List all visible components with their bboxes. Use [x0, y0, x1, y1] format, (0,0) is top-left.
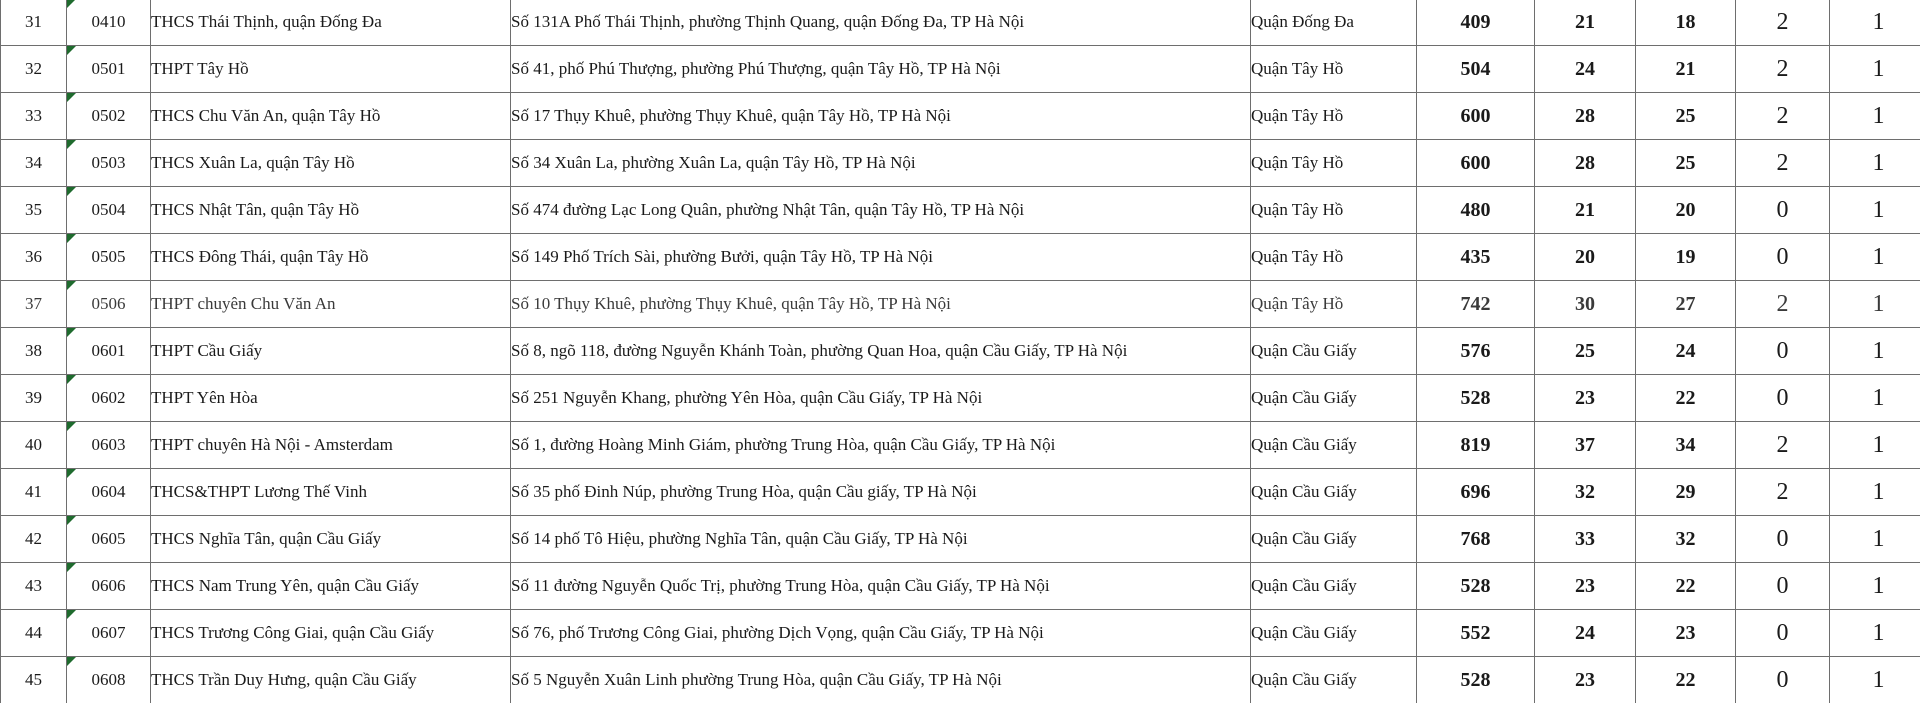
table-row[interactable] [1, 375, 1920, 422]
address-cell[interactable]: Số 251 Nguyễn Khang, phường Yên Hòa, quận Cầu Giấy, TP Hà Nội [511, 375, 1251, 422]
school-code-cell[interactable] [67, 516, 151, 563]
room-count-cell[interactable]: 21 [1535, 187, 1636, 234]
exam-room-count-cell[interactable]: 27 [1636, 281, 1736, 328]
site-count-cell[interactable]: 1 [1830, 375, 1920, 422]
cell-marker-icon [67, 657, 76, 666]
address-cell[interactable]: Số 1, đường Hoàng Minh Giám, phường Trung Hòa, quận Cầu Giấy, TP Hà Nội [511, 422, 1251, 469]
extra-room-count-cell[interactable]: 2 [1736, 0, 1830, 46]
row-number-cell[interactable]: 31 [1, 0, 67, 46]
school-code-text: 0502 [91, 106, 126, 125]
school-name-cell[interactable]: THPT chuyên Chu Văn An [151, 281, 511, 328]
school-name-cell[interactable]: THCS Đông Thái, quận Tây Hồ [151, 234, 511, 281]
cell-marker-icon [67, 140, 76, 149]
row-number-cell[interactable]: 38 [1, 328, 67, 375]
room-count-cell[interactable]: 23 [1535, 375, 1636, 422]
table-row[interactable] [1, 46, 1920, 93]
address-cell[interactable]: Số 11 đường Nguyễn Quốc Trị, phường Trung Hòa, quận Cầu Giấy, TP Hà Nội [511, 563, 1251, 610]
site-count-cell[interactable]: 1 [1830, 187, 1920, 234]
school-code-text: 0506 [91, 294, 126, 313]
exam-room-count-cell[interactable]: 22 [1636, 375, 1736, 422]
district-cell[interactable]: Quận Cầu Giấy [1251, 657, 1417, 703]
table-row[interactable] [1, 187, 1920, 234]
district-cell[interactable]: Quận Tây Hồ [1251, 187, 1417, 234]
school-name-cell[interactable]: THCS Trần Duy Hưng, quận Cầu Giấy [151, 657, 511, 703]
cell-marker-icon [67, 610, 76, 619]
cell-marker-icon [67, 516, 76, 525]
site-count-cell[interactable]: 1 [1830, 281, 1920, 328]
cell-marker-icon [67, 563, 76, 572]
exam-room-count-cell[interactable]: 32 [1636, 516, 1736, 563]
address-cell[interactable]: Số 35 phố Đinh Núp, phường Trung Hòa, quận Cầu giấy, TP Hà Nội [511, 469, 1251, 516]
site-count-cell[interactable]: 1 [1830, 563, 1920, 610]
extra-room-count-cell[interactable]: 2 [1736, 469, 1830, 516]
row-number-cell[interactable]: 45 [1, 657, 67, 703]
site-count-cell[interactable]: 1 [1830, 0, 1920, 46]
school-name-cell[interactable]: THPT Yên Hòa [151, 375, 511, 422]
school-name-cell[interactable]: THCS Nam Trung Yên, quận Cầu Giấy [151, 563, 511, 610]
school-name-cell[interactable]: THPT Cầu Giấy [151, 328, 511, 375]
school-code-cell[interactable] [67, 234, 151, 281]
row-number-cell[interactable]: 36 [1, 234, 67, 281]
address-cell[interactable]: Số 14 phố Tô Hiệu, phường Nghĩa Tân, quận Cầu Giấy, TP Hà Nội [511, 516, 1251, 563]
extra-room-count-cell[interactable]: 2 [1736, 140, 1830, 187]
exam-room-count-cell[interactable]: 25 [1636, 140, 1736, 187]
candidate-count-cell[interactable]: 528 [1417, 563, 1535, 610]
school-code-cell[interactable] [67, 281, 151, 328]
district-cell[interactable]: Quận Cầu Giấy [1251, 422, 1417, 469]
district-cell[interactable]: Quận Cầu Giấy [1251, 469, 1417, 516]
candidate-count-cell[interactable]: 504 [1417, 46, 1535, 93]
school-name-cell[interactable]: THPT Tây Hồ [151, 46, 511, 93]
table-row[interactable] [1, 422, 1920, 469]
school-name-cell[interactable]: THCS&THPT Lương Thế Vinh [151, 469, 511, 516]
school-code-cell[interactable] [67, 0, 151, 46]
exam-room-count-cell[interactable]: 22 [1636, 563, 1736, 610]
row-number-cell[interactable]: 39 [1, 375, 67, 422]
table-row[interactable] [1, 140, 1920, 187]
row-number-cell[interactable]: 44 [1, 610, 67, 657]
room-count-cell[interactable]: 37 [1535, 422, 1636, 469]
school-code-cell[interactable] [67, 93, 151, 140]
candidate-count-cell[interactable]: 528 [1417, 375, 1535, 422]
row-number-cell[interactable]: 40 [1, 422, 67, 469]
row-number-cell[interactable]: 41 [1, 469, 67, 516]
district-cell[interactable]: Quận Cầu Giấy [1251, 375, 1417, 422]
table-row[interactable] [1, 93, 1920, 140]
school-name-cell[interactable]: THCS Nghĩa Tân, quận Cầu Giấy [151, 516, 511, 563]
cell-marker-icon [67, 187, 76, 196]
row-number-cell[interactable]: 34 [1, 140, 67, 187]
address-cell[interactable]: Số 10 Thụy Khuê, phường Thụy Khuê, quận Tây Hồ, TP Hà Nội [511, 281, 1251, 328]
district-cell[interactable]: Quận Cầu Giấy [1251, 610, 1417, 657]
extra-room-count-cell[interactable]: 0 [1736, 234, 1830, 281]
extra-room-count-cell[interactable]: 0 [1736, 657, 1830, 703]
school-code-text: 0504 [91, 200, 126, 219]
site-count-cell[interactable]: 1 [1830, 469, 1920, 516]
table-body [1, 0, 1920, 703]
cell-marker-icon [67, 93, 76, 102]
exam-room-count-cell[interactable]: 18 [1636, 0, 1736, 46]
district-cell[interactable]: Quận Tây Hồ [1251, 234, 1417, 281]
cell-marker-icon [67, 422, 76, 431]
table-row[interactable] [1, 563, 1920, 610]
school-code-cell[interactable] [67, 328, 151, 375]
school-code-text: 0501 [91, 59, 126, 78]
extra-room-count-cell[interactable]: 0 [1736, 610, 1830, 657]
room-count-cell[interactable]: 24 [1535, 46, 1636, 93]
room-count-cell[interactable]: 25 [1535, 328, 1636, 375]
cell-marker-icon [67, 328, 76, 337]
district-cell[interactable]: Quận Tây Hồ [1251, 46, 1417, 93]
extra-room-count-cell[interactable]: 0 [1736, 516, 1830, 563]
cell-marker-icon [67, 375, 76, 384]
candidate-count-cell[interactable]: 576 [1417, 328, 1535, 375]
exam-room-count-cell[interactable]: 29 [1636, 469, 1736, 516]
school-name-cell[interactable]: THCS Chu Văn An, quận Tây Hồ [151, 93, 511, 140]
candidate-count-cell[interactable]: 480 [1417, 187, 1535, 234]
school-code-text: 0410 [91, 12, 126, 31]
site-count-cell[interactable]: 1 [1830, 46, 1920, 93]
extra-room-count-cell[interactable]: 0 [1736, 328, 1830, 375]
cell-marker-icon [67, 469, 76, 478]
candidate-count-cell[interactable]: 435 [1417, 234, 1535, 281]
school-code-text: 0605 [91, 529, 126, 548]
table-row[interactable] [1, 281, 1920, 328]
room-count-cell[interactable]: 21 [1535, 0, 1636, 46]
school-code-cell[interactable] [67, 610, 151, 657]
room-count-cell[interactable]: 32 [1535, 469, 1636, 516]
site-count-cell[interactable]: 1 [1830, 422, 1920, 469]
site-count-cell[interactable]: 1 [1830, 610, 1920, 657]
candidate-count-cell[interactable]: 600 [1417, 140, 1535, 187]
row-number-cell[interactable]: 43 [1, 563, 67, 610]
school-name-cell[interactable]: THCS Nhật Tân, quận Tây Hồ [151, 187, 511, 234]
district-cell[interactable]: Quận Cầu Giấy [1251, 328, 1417, 375]
district-cell[interactable]: Quận Cầu Giấy [1251, 563, 1417, 610]
school-name-cell[interactable]: THCS Trương Công Giai, quận Cầu Giấy [151, 610, 511, 657]
room-count-cell[interactable]: 30 [1535, 281, 1636, 328]
district-cell[interactable]: Quận Cầu Giấy [1251, 516, 1417, 563]
site-count-cell[interactable]: 1 [1830, 234, 1920, 281]
school-code-text: 0604 [91, 482, 126, 501]
address-cell[interactable]: Số 474 đường Lạc Long Quân, phường Nhật Tân, quận Tây Hồ, TP Hà Nội [511, 187, 1251, 234]
cell-marker-icon [67, 281, 76, 290]
school-code-text: 0608 [91, 670, 126, 689]
extra-room-count-cell[interactable]: 0 [1736, 563, 1830, 610]
school-code-text: 0505 [91, 247, 126, 266]
extra-room-count-cell[interactable]: 2 [1736, 281, 1830, 328]
cell-marker-icon [67, 234, 76, 243]
table-row[interactable] [1, 469, 1920, 516]
row-number-cell[interactable]: 42 [1, 516, 67, 563]
extra-room-count-cell[interactable]: 2 [1736, 422, 1830, 469]
school-name-cell[interactable]: THCS Xuân La, quận Tây Hồ [151, 140, 511, 187]
school-code-cell[interactable] [67, 422, 151, 469]
row-number-cell[interactable]: 33 [1, 93, 67, 140]
room-count-cell[interactable]: 20 [1535, 234, 1636, 281]
site-count-cell[interactable]: 1 [1830, 93, 1920, 140]
school-code-text: 0607 [91, 623, 126, 642]
address-cell[interactable]: Số 5 Nguyễn Xuân Linh phường Trung Hòa, quận Cầu Giấy, TP Hà Nội [511, 657, 1251, 703]
address-cell[interactable]: Số 149 Phố Trích Sài, phường Bưởi, quận Tây Hồ, TP Hà Nội [511, 234, 1251, 281]
candidate-count-cell[interactable]: 696 [1417, 469, 1535, 516]
extra-room-count-cell[interactable]: 0 [1736, 187, 1830, 234]
extra-room-count-cell[interactable]: 2 [1736, 46, 1830, 93]
row-number-cell[interactable]: 32 [1, 46, 67, 93]
exam-room-count-cell[interactable]: 23 [1636, 610, 1736, 657]
exam-room-count-cell[interactable]: 22 [1636, 657, 1736, 703]
extra-room-count-cell[interactable]: 0 [1736, 375, 1830, 422]
district-cell[interactable]: Quận Tây Hồ [1251, 281, 1417, 328]
school-code-cell[interactable] [67, 187, 151, 234]
school-code-cell[interactable] [67, 140, 151, 187]
school-code-text: 0503 [91, 153, 126, 172]
cell-marker-icon [67, 0, 76, 8]
room-count-cell[interactable]: 28 [1535, 140, 1636, 187]
candidate-count-cell[interactable]: 409 [1417, 0, 1535, 46]
candidate-count-cell[interactable]: 819 [1417, 422, 1535, 469]
school-code-text: 0603 [91, 435, 126, 454]
address-cell[interactable]: Số 17 Thụy Khuê, phường Thụy Khuê, quận Tây Hồ, TP Hà Nội [511, 93, 1251, 140]
table-row[interactable] [1, 657, 1920, 703]
school-code-cell[interactable] [67, 563, 151, 610]
candidate-count-cell[interactable]: 768 [1417, 516, 1535, 563]
site-count-cell[interactable]: 1 [1830, 140, 1920, 187]
site-count-cell[interactable]: 1 [1830, 657, 1920, 703]
address-cell[interactable]: Số 41, phố Phú Thượng, phường Phú Thượng, quận Tây Hồ, TP Hà Nội [511, 46, 1251, 93]
room-count-cell[interactable]: 24 [1535, 610, 1636, 657]
room-count-cell[interactable]: 23 [1535, 563, 1636, 610]
room-count-cell[interactable]: 33 [1535, 516, 1636, 563]
room-count-cell[interactable]: 23 [1535, 657, 1636, 703]
candidate-count-cell[interactable]: 528 [1417, 657, 1535, 703]
address-cell[interactable]: Số 131A Phố Thái Thịnh, phường Thịnh Quang, quận Đống Đa, TP Hà Nội [511, 0, 1251, 46]
school-code-cell[interactable] [67, 657, 151, 703]
exam-room-count-cell[interactable]: 19 [1636, 234, 1736, 281]
row-number-cell[interactable]: 35 [1, 187, 67, 234]
exam-room-count-cell[interactable]: 34 [1636, 422, 1736, 469]
school-code-text: 0602 [91, 388, 126, 407]
exam-room-count-cell[interactable]: 24 [1636, 328, 1736, 375]
address-cell[interactable]: Số 8, ngõ 118, đường Nguyễn Khánh Toàn, phường Quan Hoa, quận Cầu Giấy, TP Hà Nội [511, 328, 1251, 375]
candidate-count-cell[interactable]: 552 [1417, 610, 1535, 657]
extra-room-count-cell[interactable]: 2 [1736, 93, 1830, 140]
site-count-cell[interactable]: 1 [1830, 328, 1920, 375]
table-row[interactable] [1, 328, 1920, 375]
table-row[interactable] [1, 0, 1920, 46]
row-number-cell[interactable]: 37 [1, 281, 67, 328]
candidate-count-cell[interactable]: 742 [1417, 281, 1535, 328]
school-code-cell[interactable] [67, 469, 151, 516]
school-code-cell[interactable] [67, 375, 151, 422]
exam-room-count-cell[interactable]: 20 [1636, 187, 1736, 234]
school-code-text: 0606 [91, 576, 126, 595]
address-cell[interactable]: Số 76, phố Trương Công Giai, phường Dịch Vọng, quận Cầu Giấy, TP Hà Nội [511, 610, 1251, 657]
room-count-cell[interactable]: 28 [1535, 93, 1636, 140]
exam-room-count-cell[interactable]: 25 [1636, 93, 1736, 140]
school-code-text: 0601 [91, 341, 126, 360]
district-cell[interactable]: Quận Tây Hồ [1251, 93, 1417, 140]
district-cell[interactable]: Quận Tây Hồ [1251, 140, 1417, 187]
table-row[interactable] [1, 234, 1920, 281]
cell-marker-icon [67, 46, 76, 55]
school-code-cell[interactable] [67, 46, 151, 93]
school-name-cell[interactable]: THPT chuyên Hà Nội - Amsterdam [151, 422, 511, 469]
candidate-count-cell[interactable]: 600 [1417, 93, 1535, 140]
school-name-cell[interactable]: THCS Thái Thịnh, quận Đống Đa [151, 0, 511, 46]
exam-room-count-cell[interactable]: 21 [1636, 46, 1736, 93]
table-row[interactable] [1, 516, 1920, 563]
address-cell[interactable]: Số 34 Xuân La, phường Xuân La, quận Tây Hồ, TP Hà Nội [511, 140, 1251, 187]
district-cell[interactable]: Quận Đống Đa [1251, 0, 1417, 46]
table-row[interactable] [1, 610, 1920, 657]
site-count-cell[interactable]: 1 [1830, 516, 1920, 563]
